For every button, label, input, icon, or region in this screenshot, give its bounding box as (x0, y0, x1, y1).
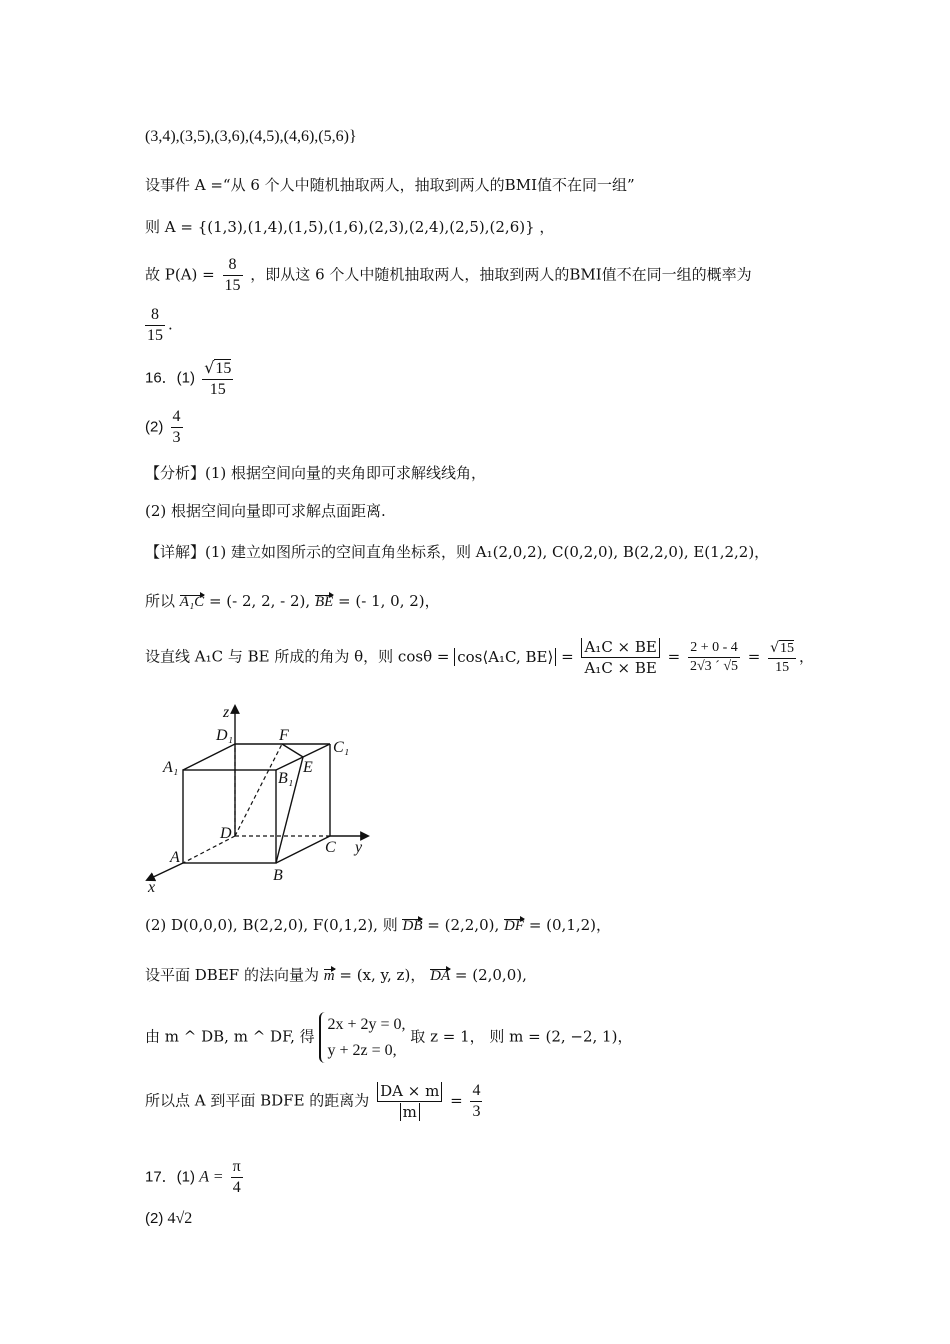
q16-fraction-2 (171, 408, 183, 447)
equals-sign: = (450, 1091, 463, 1110)
vector-da-value: = (2,0,0), (454, 966, 527, 984)
cube-figure (135, 700, 380, 895)
fraction-numerator: √15 (768, 640, 796, 659)
q17-lhs: A = (199, 1168, 224, 1186)
label-d: D (220, 825, 232, 842)
q16-answer-2 (145, 408, 186, 447)
label-f: F (279, 727, 289, 744)
fraction-numerator: 2 + 0 - 4 (688, 640, 740, 658)
label-d1: D₁ (216, 727, 234, 744)
analysis-1: 【分析】(1) 根据空间向量的夹角即可求解线线角， (145, 464, 487, 482)
label-b: B (273, 867, 283, 884)
vector-df-value: = (0,1,2)， (528, 916, 612, 934)
fraction-denominator: m (377, 1102, 442, 1121)
vector-be: BE (314, 594, 334, 610)
distance-fraction (377, 1082, 442, 1121)
fraction-denominator: 15 (775, 659, 790, 675)
fraction-denominator: 15 (224, 277, 241, 294)
label-c: C (325, 839, 336, 856)
fraction-denominator: A₁C × BE (584, 659, 657, 677)
fraction-denominator: 15 (147, 327, 163, 344)
edge-a1-d1 (183, 744, 235, 770)
fraction-denominator: 15 (209, 381, 226, 398)
q16-fraction-1 (202, 358, 233, 399)
part2-1 (145, 914, 611, 935)
segment-f-e (282, 744, 303, 757)
q16-part2-label: (2) (145, 418, 164, 436)
equation-1: 2x + 2y = 0, (327, 1016, 406, 1033)
segment-d-f (235, 744, 282, 836)
vector-a1c: A₁C (179, 594, 205, 610)
q16-label: 16．(1) (145, 369, 196, 387)
vector-da: DA (430, 968, 451, 984)
part2-4-prefix: 所以点 A 到平面 BDFE 的距离为 (145, 1091, 370, 1110)
fraction-denominator: 4 (232, 1179, 241, 1196)
fraction-numerator: √15 (202, 358, 233, 380)
vector-be-value: = (- 1, 0, 2)， (338, 592, 440, 610)
fraction-numerator: DA × m (377, 1082, 442, 1102)
part2-2-prefix: 设平面 DBEF 的法向量为 (145, 966, 319, 984)
detail-1: 【详解】(1) 建立如图所示的空间直角坐标系，则 A₁(2,0,2), C(0,2,0), B(2,2,0), E(1,2,2)， (145, 543, 770, 561)
probability-fraction (223, 256, 243, 295)
edge-b-c (276, 836, 330, 863)
part2-3 (145, 1012, 632, 1063)
fraction-numerator: 8 (145, 306, 165, 326)
vector-m: m (323, 968, 335, 984)
part2-4 (145, 1082, 485, 1121)
fraction-numerator: π (231, 1158, 243, 1178)
q17-answer-1 (145, 1158, 246, 1197)
label-e: E (303, 759, 313, 776)
fraction-denominator: 2√3 ´ √5 (689, 659, 739, 674)
fraction-denominator: 3 (472, 1103, 481, 1120)
label-y: y (355, 839, 363, 856)
vector-a1c-value: = (- 2, 2, - 2), (208, 592, 311, 610)
label-c1: C₁ (333, 739, 350, 756)
sample-space-tail: (3,4),(3,5),(3,6),(4,5),(4,6),(5,6)} (145, 128, 357, 145)
fraction-denominator: 3 (172, 429, 181, 446)
result-fraction (145, 306, 165, 345)
detail-2 (145, 590, 440, 611)
equation-2: y + 2z = 0, (327, 1041, 397, 1059)
probability-lhs: 故 P(A) = (145, 265, 215, 284)
cos-fraction-2 (688, 640, 740, 675)
vector-db-value: = (2,2,0), (427, 916, 500, 934)
detail-3: 设直线 A₁C 与 BE 所成的角为 θ，则 cosθ = cos⟨A₁C, BE⟩ = $\frac{\text{A₁C × BE}}{\text{A₁C × BE}}$ = $\frac{2 + 0 - 4}{2√3 ´ √5}$ = $\frac{√15}{15}$ ， (145, 638, 815, 677)
detail-3-prefix: 设直线 A₁C 与 BE 所成的角为 θ，则 cosθ = (145, 647, 450, 666)
equation-system (319, 1012, 405, 1063)
q17-label: 17．(1) (145, 1168, 196, 1186)
fraction-numerator: 4 (470, 1082, 482, 1102)
cos-abs: cos⟨A₁C, BE⟩ (454, 648, 556, 666)
part2-2 (145, 964, 527, 985)
event-definition: 设事件 A =“从 6 个人中随机抽取两人，抽取到两人的BMI值不在同一组” (145, 176, 635, 194)
vector-db: DB (402, 918, 423, 934)
fraction-numerator: 8 (223, 256, 243, 276)
perpendicular-conditions: m ^ DB, m ^ DF, 得 (164, 1027, 315, 1046)
distance-result (470, 1082, 482, 1121)
probability-result (145, 306, 173, 345)
vector-df: DF (504, 918, 525, 934)
q17-fraction (231, 1158, 243, 1197)
probability-line (145, 256, 752, 295)
probability-conclusion: ，即从这 6 个人中随机抽取两人，抽取到两人的BMI值不在同一组的概率为 (250, 265, 752, 284)
q17-part2-value: 4√2 (167, 1210, 193, 1227)
fraction-numerator: A₁C × BE (581, 638, 659, 658)
q17-answer-2 (145, 1210, 192, 1228)
q17-part2-label: (2) (145, 1210, 164, 1227)
label-a: A (170, 849, 180, 866)
vector-m-value: = (x, y, z)， (339, 966, 426, 984)
cos-fraction-3 (768, 640, 796, 676)
part2-3-prefix: 由 (145, 1027, 161, 1046)
analysis-2: (2) 根据空间向量即可求解点面距离. (145, 502, 386, 520)
label-a1: A₁ (163, 759, 179, 776)
event-set: 则 A = {(1,3),(1,4),(1,5),(1,6),(2,3),(2,4),(2,5),(2,6)} ， (145, 218, 555, 236)
label-x: x (148, 879, 156, 895)
cos-fraction-1 (581, 638, 659, 677)
detail-2-prefix: 所以 (145, 592, 176, 610)
result-period: . (168, 315, 173, 334)
label-b1: B₁ (278, 770, 294, 787)
normal-vector-result: 取 z = 1， 则 m = (2, −2, 1)， (410, 1027, 633, 1046)
part2-1-prefix: (2) D(0,0,0), B(2,2,0), F(0,1,2), 则 (145, 916, 398, 934)
label-z: z (223, 704, 230, 721)
fraction-numerator: 4 (171, 408, 183, 428)
q16-answer-1 (145, 358, 236, 399)
